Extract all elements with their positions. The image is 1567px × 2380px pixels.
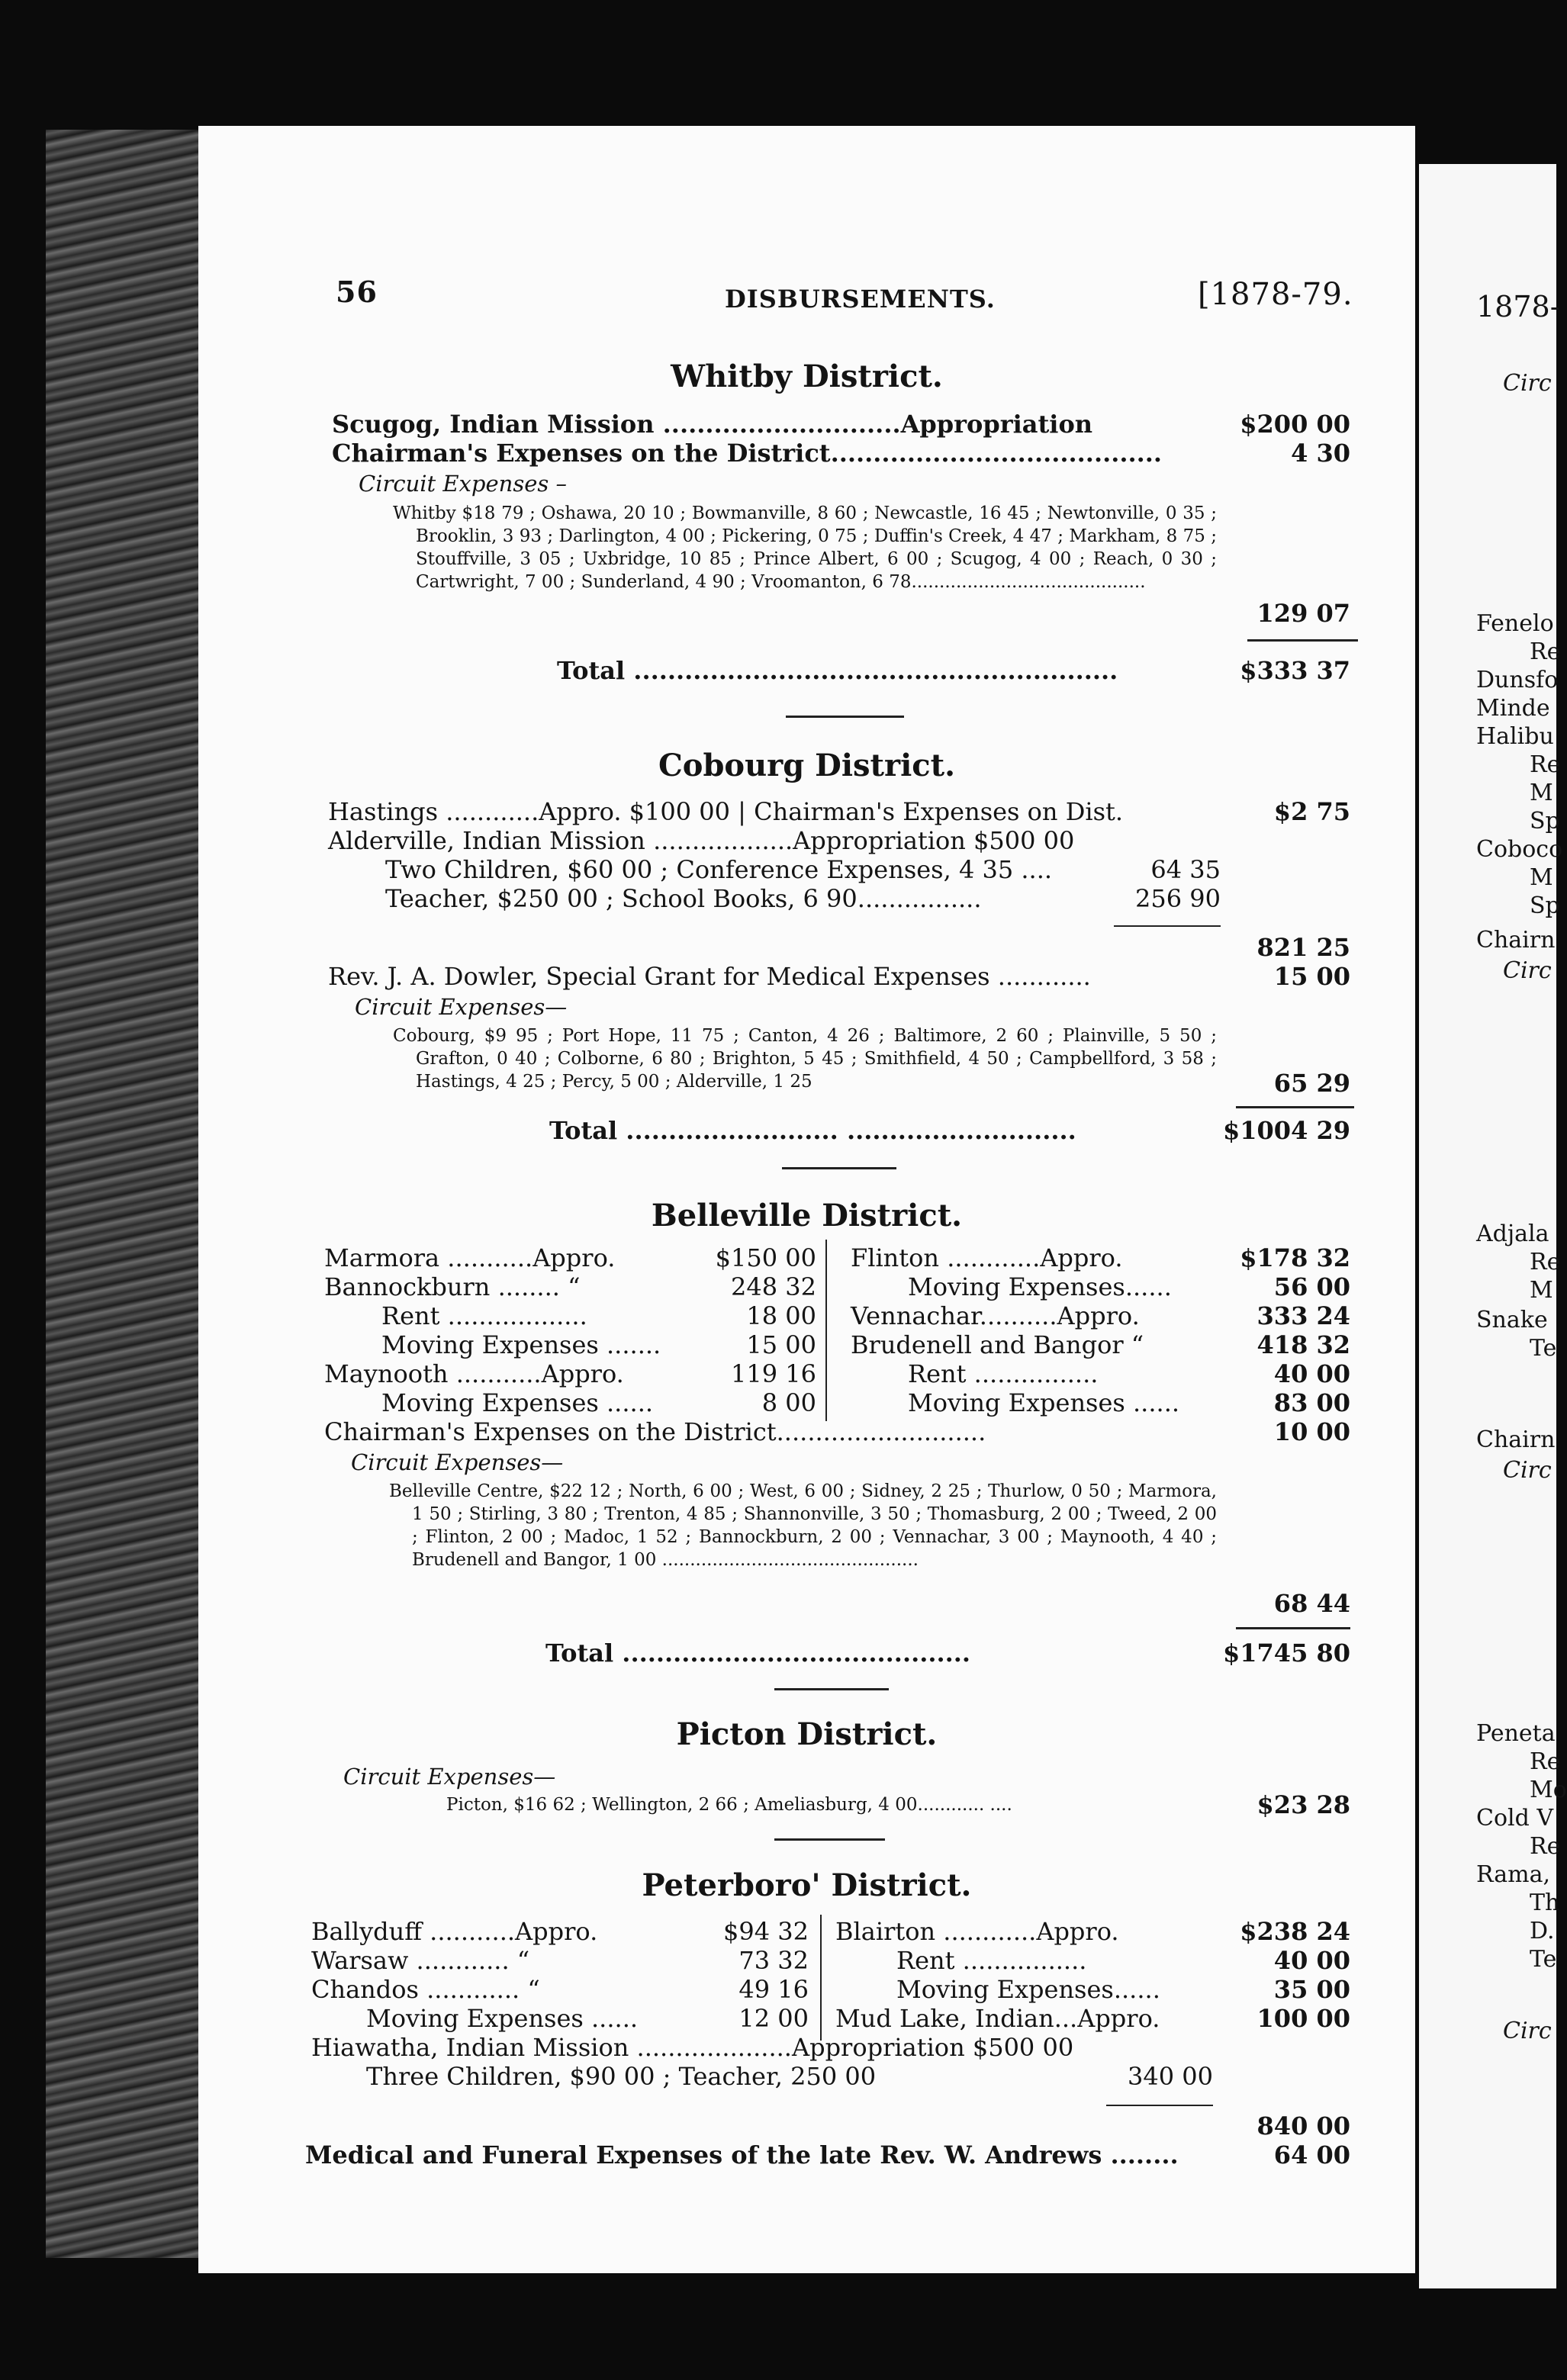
- facing-page-line: Circ: [1503, 2018, 1552, 2044]
- belleville-chairman-amount: 10 00: [1273, 1417, 1350, 1446]
- belleville-right-amount: 83 00: [1273, 1388, 1350, 1417]
- peterboro-left-amount: 49 16: [738, 1975, 809, 2004]
- belleville-left-label: Maynooth ...........Appro.: [324, 1359, 624, 1388]
- belleville-right-label: Brudenell and Bangor “: [851, 1330, 1144, 1359]
- belleville-left-label: Marmora ...........Appro.: [324, 1243, 616, 1272]
- facing-page-line: Halibu: [1476, 723, 1554, 750]
- peterboro-left-label: Moving Expenses ......: [366, 2004, 639, 2033]
- belleville-left-amount: 119 16: [731, 1359, 816, 1388]
- facing-page-line: Sp: [1530, 892, 1560, 919]
- belleville-left-amount: $150 00: [715, 1243, 816, 1272]
- peterboro-left-amount: 12 00: [738, 2004, 809, 2033]
- page-title: DISBURSEMENTS.: [725, 285, 996, 314]
- section-divider: [774, 1838, 885, 1841]
- facing-page-line: Snake: [1476, 1307, 1548, 1333]
- whitby-chairman-amount: 4 30: [1291, 439, 1350, 468]
- belleville-left-label: Rent ..................: [381, 1301, 587, 1330]
- facing-page-line: M: [1530, 864, 1553, 891]
- peterboro-left-label: Warsaw ............ “: [311, 1946, 530, 1975]
- cobourg-circuit-label: Circuit Expenses—: [355, 994, 568, 1020]
- facing-page-line: Re: [1530, 1249, 1561, 1275]
- belleville-right-label: Moving Expenses ......: [908, 1388, 1180, 1417]
- peterboro-right-amount: 100 00: [1256, 2004, 1350, 2033]
- facing-page-line: M: [1530, 780, 1553, 806]
- whitby-circuit-text: Whitby $18 79 ; Oshawa, 20 10 ; Bowmanville, 8 60 ; Newcastle, 16 45 ; Newtonville, 0 35 ; Brooklin, 3 93 ; Darlington, 4 00 ; Pickering, 0 75 ; Duffin's Creek, 4 47 ; Markham, 8 75 ; Stouffville, 3 05 ; Uxbridge, 10 85 ; Prince Albert, 6 00 ; Scugog, 4 00 ; Reach, 0 30 ; Cartwright, 7 00 ; Sunderland, 4 90 ; Vroomanton, 6 78..........................................: [393, 503, 1217, 592]
- cobourg-subtotal-rule: [1114, 925, 1221, 927]
- peterboro-right-label: Blairton ............Appro.: [835, 1917, 1119, 1946]
- cobourg-teacher-amount: 256 90: [1135, 884, 1221, 913]
- district-title-whitby: Whitby District.: [671, 359, 943, 394]
- facing-page-line: M: [1530, 1277, 1553, 1304]
- facing-page-line: Circ: [1503, 1457, 1552, 1484]
- belleville-right-amount: 56 00: [1273, 1272, 1350, 1301]
- belleville-right-label: Vennachar..........Appro.: [851, 1301, 1140, 1330]
- cobourg-alderville-line: Alderville, Indian Mission ..................Appropriation $500 00: [328, 826, 1075, 855]
- facing-page-line: Rama,: [1476, 1861, 1551, 1888]
- facing-page-line: Coboco: [1476, 836, 1563, 863]
- belleville-right-amount: 333 24: [1256, 1301, 1350, 1330]
- peterboro-hiawatha-line: Hiawatha, Indian Mission ....................Appropriation $500 00: [311, 2033, 1074, 2062]
- peterboro-left-amount: $94 32: [723, 1917, 809, 1946]
- belleville-left-amount: 8 00: [761, 1388, 816, 1417]
- belleville-right-label: Flinton ............Appro.: [851, 1243, 1123, 1272]
- peterboro-right-amount: 40 00: [1273, 1946, 1350, 1975]
- cobourg-total-amount: $1004 29: [1223, 1116, 1350, 1145]
- facing-page-line: Te: [1530, 1946, 1557, 1973]
- peterboro-left-label: Ballyduff ...........Appro.: [311, 1917, 598, 1946]
- facing-page-line: Chairn: [1476, 927, 1556, 954]
- peterboro-left-amount: 73 32: [738, 1946, 809, 1975]
- belleville-total-amount: $1745 80: [1223, 1639, 1350, 1668]
- belleville-right-amount: 40 00: [1273, 1359, 1350, 1388]
- facing-page-line: Dunsfo: [1476, 667, 1559, 693]
- district-title-picton: Picton District.: [676, 1716, 938, 1752]
- peterboro-children-amount: 340 00: [1128, 2062, 1213, 2091]
- peterboro-medical-line: Medical and Funeral Expenses of the late Rev. W. Andrews ........: [305, 2140, 1179, 2169]
- belleville-left-label: Moving Expenses .......: [381, 1330, 661, 1359]
- facing-page-line: Te: [1530, 1335, 1557, 1362]
- district-title-belleville: Belleville District.: [651, 1198, 963, 1233]
- section-divider: [782, 1167, 896, 1169]
- facing-page-line: D.: [1530, 1918, 1555, 1944]
- facing-page-line: Peneta: [1476, 1720, 1556, 1747]
- belleville-right-label: Rent ................: [908, 1359, 1099, 1388]
- belleville-left-amount: 248 32: [731, 1272, 816, 1301]
- page-number: 56: [336, 275, 378, 309]
- district-title-cobourg: Cobourg District.: [658, 748, 956, 783]
- whitby-circuit-amount: 129 07: [1256, 599, 1350, 628]
- cobourg-total-rule: [1236, 1106, 1354, 1108]
- facing-page-line: Circ: [1503, 370, 1552, 397]
- belleville-left-amount: 18 00: [746, 1301, 816, 1330]
- whitby-total-label: Total .........................................................: [557, 656, 1118, 685]
- peterboro-right-label: Rent ................: [896, 1946, 1087, 1975]
- belleville-left-label: Bannockburn ........ “: [324, 1272, 581, 1301]
- facing-page-line: Circ: [1503, 957, 1552, 984]
- peterboro-left-label: Chandos ............ “: [311, 1975, 540, 2004]
- cobourg-dowler-line: Rev. J. A. Dowler, Special Grant for Medical Expenses ............: [328, 962, 1091, 991]
- belleville-left-label: Moving Expenses ......: [381, 1388, 654, 1417]
- page-year: [1878-79.: [1198, 277, 1353, 312]
- belleville-right-amount: $178 32: [1240, 1243, 1350, 1272]
- belleville-right-amount: 418 32: [1256, 1330, 1350, 1359]
- cobourg-children-amount: 64 35: [1150, 855, 1221, 884]
- belleville-chairman-line: Chairman's Expenses on the District...........................: [324, 1417, 986, 1446]
- belleville-left-amount: 15 00: [746, 1330, 816, 1359]
- facing-page-line: Fenelo: [1476, 610, 1554, 637]
- picton-circuit-amount: $23 28: [1256, 1790, 1350, 1819]
- cobourg-children-line: Two Children, $60 00 ; Conference Expenses, 4 35 ....: [385, 855, 1053, 884]
- facing-page-line: Re: [1530, 1748, 1561, 1775]
- peterboro-children-line: Three Children, $90 00 ; Teacher, 250 00: [366, 2062, 877, 2091]
- whitby-total-amount: $333 37: [1240, 656, 1350, 685]
- whitby-circuit-label: Circuit Expenses –: [359, 471, 567, 497]
- facing-page-line: Sp: [1530, 808, 1560, 835]
- facing-page-line: Chairn: [1476, 1426, 1556, 1453]
- belleville-total-label: Total .........................................: [545, 1639, 971, 1668]
- peterboro-column-divider: [820, 1915, 822, 2041]
- whitby-chairman-line: Chairman's Expenses on the District.......................................: [332, 439, 1163, 468]
- whitby-total-rule: [1247, 639, 1358, 642]
- whitby-scugog-amount: $200 00: [1240, 410, 1350, 439]
- peterboro-medical-amount: 64 00: [1273, 2140, 1350, 2169]
- ledger-page: [198, 126, 1415, 2273]
- section-divider: [786, 716, 904, 718]
- belleville-total-rule: [1236, 1627, 1350, 1629]
- district-title-peterboro: Peterboro' District.: [642, 1867, 972, 1903]
- picton-circuit-label: Circuit Expenses—: [343, 1764, 556, 1790]
- belleville-circuit-text: Belleville Centre, $22 12 ; North, 6 00 ; West, 6 00 ; Sidney, 2 25 ; Thurlow, 0 50 ; Marmora, 1 50 ; Stirling, 3 80 ; Trenton, 4 85 ; Shannonville, 3 50 ; Thomasburg, 2 00 ; Tweed, 2 00 ; Flinton, 2 00 ; Madoc, 1 52 ; Bannockburn, 2 00 ; Vennachar, 3 00 ; Maynooth, 4 40 ; Brudenell and Bangor, 1 00 ..............................................: [389, 1481, 1217, 1570]
- book-spine: [46, 130, 206, 2258]
- cobourg-dowler-amount: 15 00: [1273, 962, 1350, 991]
- belleville-right-label: Moving Expenses......: [908, 1272, 1172, 1301]
- cobourg-hastings-amount: $2 75: [1273, 797, 1350, 826]
- peterboro-right-amount: $238 24: [1240, 1917, 1350, 1946]
- peterboro-right-amount: 35 00: [1273, 1975, 1350, 2004]
- section-divider: [774, 1688, 889, 1690]
- facing-page-line: Cold V: [1476, 1805, 1554, 1832]
- cobourg-hastings-line: Hastings ............Appro. $100 00 | Chairman's Expenses on Dist.: [328, 797, 1124, 826]
- cobourg-circuit-amount: 65 29: [1273, 1069, 1350, 1098]
- cobourg-circuit-text: Cobourg, $9 95 ; Port Hope, 11 75 ; Canton, 4 26 ; Baltimore, 2 60 ; Plainville, 5 50 ; Grafton, 0 40 ; Colborne, 6 80 ; Brighton, 5 45 ; Smithfield, 4 50 ; Campbellford, 3 58 ; Hastings, 4 25 ; Percy, 5 00 ; Alderville, 1 25: [393, 1026, 1217, 1092]
- facing-page-line: Mo: [1530, 1777, 1567, 1803]
- picton-circuit-text: Picton, $16 62 ; Wellington, 2 66 ; Ameliasburg, 4 00............ ....: [446, 1795, 1012, 1815]
- facing-page-line: Minde: [1476, 695, 1550, 722]
- cobourg-subtotal: 821 25: [1256, 933, 1350, 962]
- belleville-circuit-label: Circuit Expenses—: [351, 1449, 564, 1475]
- facing-page-line: Adjala: [1476, 1221, 1549, 1247]
- peterboro-right-label: Moving Expenses......: [896, 1975, 1160, 2004]
- cobourg-total-label: Total ......................... ...........................: [549, 1116, 1076, 1145]
- peterboro-subtotal: 840 00: [1256, 2111, 1350, 2140]
- peterboro-right-label: Mud Lake, Indian...Appro.: [835, 2004, 1160, 2033]
- facing-page-line: Re: [1530, 751, 1561, 778]
- facing-page-header: 1878-: [1476, 290, 1560, 323]
- facing-page-line: Re: [1530, 638, 1561, 665]
- belleville-column-divider: [825, 1240, 827, 1421]
- belleville-circuit-amount: 68 44: [1273, 1589, 1350, 1618]
- facing-page: [1419, 164, 1567, 2288]
- cobourg-teacher-line: Teacher, $250 00 ; School Books, 6 90................: [385, 884, 982, 913]
- peterboro-subtotal-rule: [1106, 2105, 1213, 2106]
- facing-page-line: Th: [1530, 1890, 1560, 1916]
- whitby-scugog-line: Scugog, Indian Mission ............................Appropriation: [332, 410, 1093, 439]
- facing-page-line: Re: [1530, 1833, 1561, 1860]
